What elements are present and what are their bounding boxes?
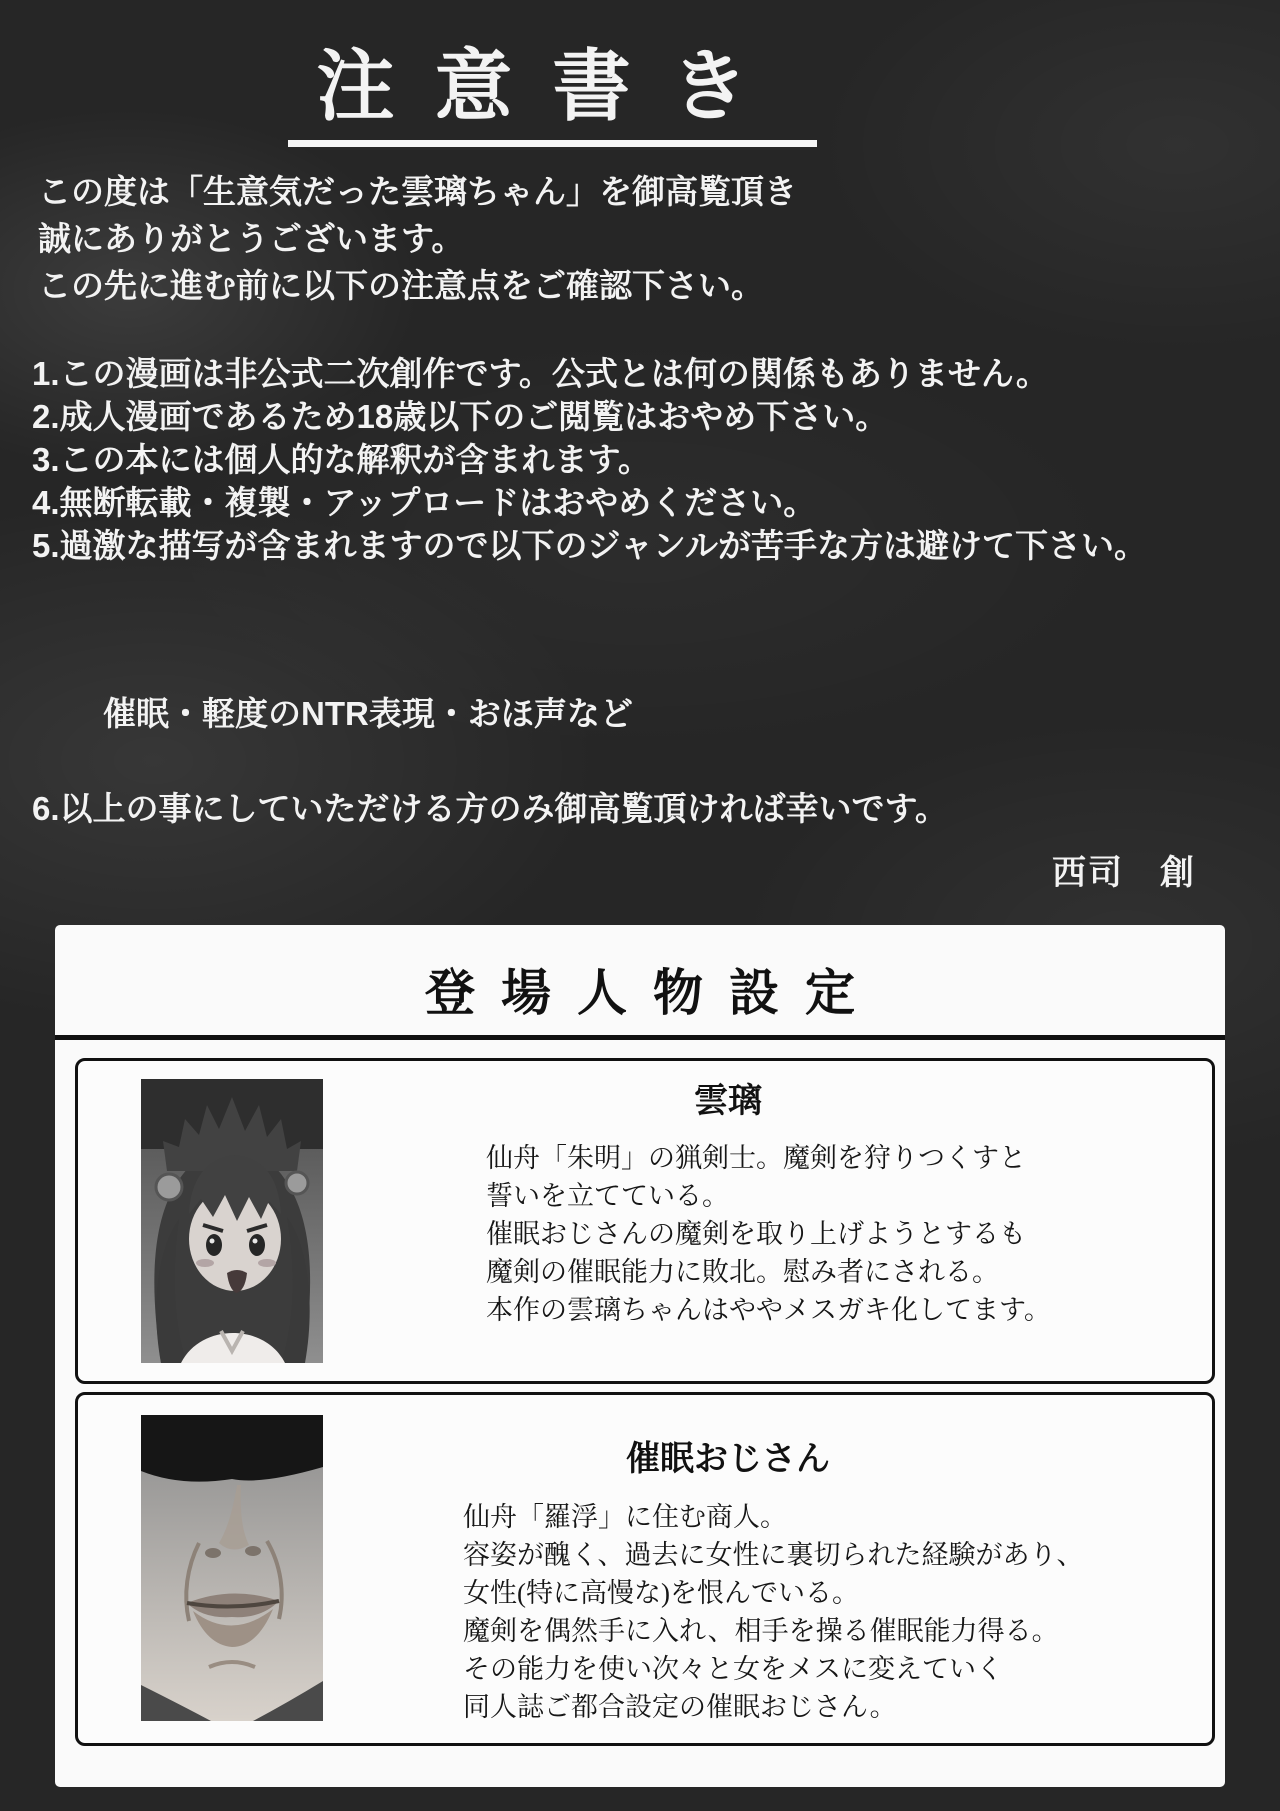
description-line: 魔剣を偶然手に入れ、相手を操る催眠能力得る。 xyxy=(463,1616,1059,1646)
hypno-ojisan-portrait-art xyxy=(141,1415,323,1721)
character-name-unri: 雲璃 xyxy=(694,1083,762,1120)
description-line: 仙舟「朱明」の猟剣士。魔剣を狩りつくすと xyxy=(486,1143,1026,1173)
character-panel-title: 登場人物設定 xyxy=(425,965,881,1021)
rule-item-2: 2.成人漫画であるため18歳以下のご閲覧はおやめ下さい。 xyxy=(32,398,889,435)
rule-item-5: 5.過激な描写が含まれますので以下のジャンルが苦手な方は避けて下さい。 xyxy=(32,527,1148,564)
rule-item-1: 1.この漫画は非公式二次創作です。公式とは何の関係もありません。 xyxy=(32,355,1049,392)
description-line: 本作の雲璃ちゃんはややメスガキ化してます。 xyxy=(486,1295,1051,1325)
unri-portrait-image xyxy=(141,1079,323,1363)
description-line: 催眠おじさんの魔剣を取り上げようとするも xyxy=(486,1219,1026,1249)
hypno-ojisan-portrait-image xyxy=(141,1415,323,1721)
intro-line: この先に進む前に以下の注意点をご確認下さい。 xyxy=(38,267,764,304)
description-line: その能力を使い次々と女をメスに変えていく xyxy=(463,1654,1003,1684)
description-line: 女性(特に高慢な)を恨んでいる。 xyxy=(463,1578,859,1608)
character-card-hypno-ojisan xyxy=(75,1392,1215,1746)
description-line: 誓いを立てている。 xyxy=(486,1181,729,1211)
intro-line: 誠にありがとうございます。 xyxy=(38,220,465,257)
description-line: 容姿が醜く、過去に女性に裏切られた経験があり、 xyxy=(463,1540,1084,1570)
page-title-wrap xyxy=(0,40,1105,147)
rule-item-4: 4.無断転載・複製・アップロードはおやめください。 xyxy=(32,484,817,521)
description-line: 同人誌ご都合設定の催眠おじさん。 xyxy=(463,1692,897,1722)
unri-portrait-art xyxy=(141,1079,323,1363)
description-line: 魔剣の催眠能力に敗北。慰み者にされる。 xyxy=(486,1257,999,1287)
page-title: 注意書き xyxy=(288,40,816,147)
description-line: 仙舟「羅浮」に住む商人。 xyxy=(463,1502,787,1532)
intro-line: この度は「生意気だった雲璃ちゃん」を御高覧頂き xyxy=(38,173,797,210)
genre-warning: 催眠・軽度のNTR表現・おほ声など xyxy=(103,695,633,732)
title-divider xyxy=(55,1035,1225,1040)
rule-item-6: 6.以上の事にしていただける方のみ御高覧頂ければ幸いです。 xyxy=(32,790,948,827)
character-description-hypno-ojisan xyxy=(463,1498,1083,1726)
character-card-unri xyxy=(75,1058,1215,1384)
character-description-unri xyxy=(486,1139,1051,1329)
intro-paragraph xyxy=(38,168,797,309)
character-name-hypno-ojisan: 催眠おじさん xyxy=(626,1441,830,1478)
rules-list xyxy=(32,352,1147,567)
rule-item-3: 3.この本には個人的な解釈が含まれます。 xyxy=(32,441,651,478)
author-signature: 西司 創 xyxy=(1052,854,1196,892)
character-settings-panel xyxy=(55,925,1225,1787)
